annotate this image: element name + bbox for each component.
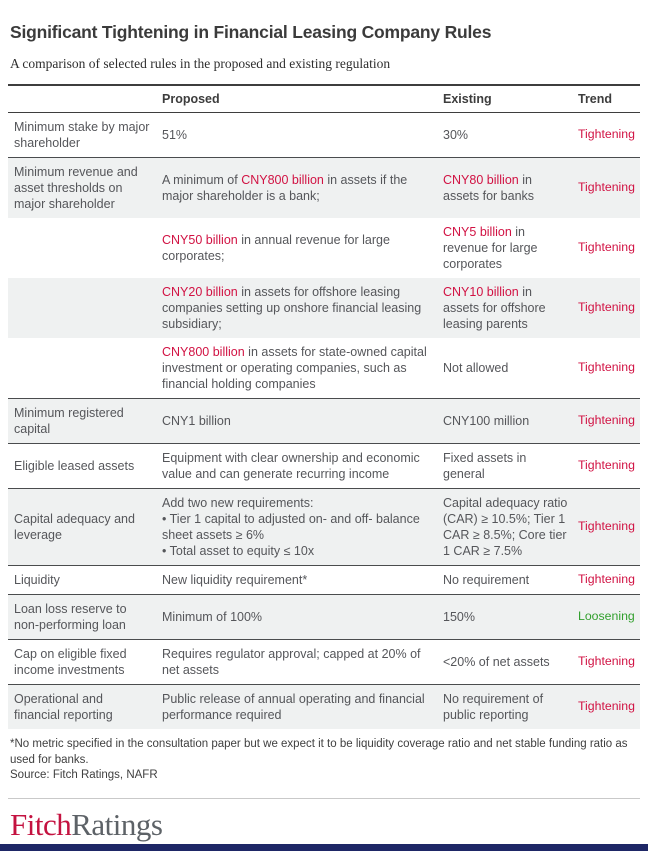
cell-text: • Total asset to equity ≤ 10x <box>162 544 315 558</box>
cell-paragraph <box>443 495 568 559</box>
table-row <box>8 639 640 684</box>
rule-label-cell: Minimum stake by major shareholder <box>14 120 150 150</box>
cell-text: Fixed assets in general <box>443 451 527 481</box>
cell-text: Minimum of 100% <box>162 610 263 624</box>
rule-label-cell: Minimum registered capital <box>14 406 124 436</box>
logo-ratings-text: Ratings <box>71 806 163 842</box>
cell-text: Public release of annual operating and financial performance required <box>162 692 425 722</box>
trend-cell: Tightening <box>578 572 635 587</box>
table-row <box>8 443 640 488</box>
cell-text: • Tier 1 capital to adjusted on- and off- balance sheet assets ≥ 6% <box>162 512 420 542</box>
cell-paragraph <box>443 284 568 332</box>
trend-cell: Tightening <box>578 519 635 534</box>
highlighted-value: CNY50 billion <box>162 233 238 247</box>
footnotes <box>10 737 638 784</box>
highlighted-value: CNY10 billion <box>443 285 519 299</box>
proposed-cell <box>162 172 443 204</box>
table-row <box>8 338 640 398</box>
table-row <box>8 565 640 594</box>
cell-text: Capital adequacy ratio (CAR) ≥ 10.5%; Tier 1 CAR ≥ 8.5%; Core tier 1 CAR ≥ 7.5% <box>443 496 568 558</box>
cell-text: No requirement <box>443 573 530 587</box>
cell-text: in assets for offshore leasing parents <box>443 285 546 331</box>
cell-text: 30% <box>443 128 469 142</box>
rule-label-cell: Liquidity <box>14 573 60 587</box>
cell-text: Not allowed <box>443 361 509 375</box>
cell-text: in revenue for large corporates <box>443 225 538 271</box>
cell-text: New liquidity requirement* <box>162 573 308 587</box>
cell-text: in annual revenue for large corporates; <box>162 233 390 263</box>
fitch-ratings-logo <box>10 807 638 843</box>
highlighted-value: CNY20 billion <box>162 285 238 299</box>
rules-comparison-table <box>8 84 640 729</box>
cell-paragraph <box>162 344 429 392</box>
rule-label-cell: Operational and financial reporting <box>14 692 113 722</box>
cell-text: A minimum of <box>162 173 242 187</box>
table-row <box>8 218 640 278</box>
cell-paragraph <box>162 609 429 625</box>
cell-text: in assets for state-owned capital investment or operating companies, such as financial holding companies <box>162 345 427 391</box>
cell-paragraph <box>162 691 429 723</box>
logo-divider-line <box>8 798 640 799</box>
rule-label-cell: Loan loss reserve to non-performing loan <box>14 602 127 632</box>
cell-paragraph <box>443 572 568 588</box>
table-row <box>8 594 640 639</box>
cell-text: in assets if the major shareholder is a bank; <box>162 173 408 203</box>
rule-label-cell: Cap on eligible fixed income investments <box>14 647 127 677</box>
existing-cell <box>443 284 578 332</box>
existing-cell <box>443 572 578 588</box>
proposed-cell <box>162 344 443 392</box>
table-row <box>8 113 640 157</box>
existing-cell <box>443 172 578 204</box>
cell-text: CNY1 billion <box>162 414 231 428</box>
header-existing: Existing <box>443 92 492 106</box>
rule-label-cell: Capital adequacy and leverage <box>14 512 135 542</box>
cell-paragraph <box>162 511 429 543</box>
cell-text: in assets for banks <box>443 173 535 203</box>
existing-cell <box>443 450 578 482</box>
existing-cell <box>443 495 578 559</box>
proposed-cell <box>162 646 443 678</box>
cell-paragraph <box>162 646 429 678</box>
existing-cell <box>443 691 578 723</box>
proposed-cell <box>162 413 443 429</box>
cell-text: 51% <box>162 128 188 142</box>
trend-cell: Tightening <box>578 458 635 473</box>
existing-cell <box>443 224 578 272</box>
rule-label-cell: Eligible leased assets <box>14 459 135 473</box>
rule-label-cell: Minimum revenue and asset thresholds on major shareholder <box>14 165 138 211</box>
cell-text: <20% of net assets <box>443 655 550 669</box>
highlighted-value: CNY800 billion <box>241 173 324 187</box>
proposed-cell <box>162 495 443 559</box>
proposed-cell <box>162 691 443 723</box>
cell-paragraph <box>162 127 429 143</box>
existing-cell <box>443 413 578 429</box>
cell-text: 150% <box>443 610 475 624</box>
cell-paragraph <box>162 284 429 332</box>
cell-paragraph <box>443 413 568 429</box>
cell-paragraph <box>443 654 568 670</box>
existing-cell <box>443 609 578 625</box>
table-row <box>8 684 640 729</box>
cell-paragraph <box>443 224 568 272</box>
proposed-cell <box>162 450 443 482</box>
trend-cell: Tightening <box>578 413 635 428</box>
trend-cell: Loosening <box>578 609 635 624</box>
highlighted-value: CNY5 billion <box>443 225 512 239</box>
cell-text: CNY100 million <box>443 414 530 428</box>
trend-cell: Tightening <box>578 127 635 142</box>
table-body <box>8 113 640 729</box>
trend-cell: Tightening <box>578 654 635 669</box>
highlighted-value: CNY800 billion <box>162 345 245 359</box>
cell-paragraph <box>443 609 568 625</box>
cell-paragraph <box>162 172 429 204</box>
cell-text: Equipment with clear ownership and economic value and can generate recurring income <box>162 451 420 481</box>
proposed-cell <box>162 127 443 143</box>
cell-paragraph <box>162 232 429 264</box>
table-row <box>8 488 640 565</box>
cell-paragraph <box>443 691 568 723</box>
trend-cell: Tightening <box>578 180 635 195</box>
existing-cell <box>443 654 578 670</box>
cell-text: in assets for offshore leasing companies setting up onshore financial leasing subsidiary; <box>162 285 422 331</box>
page-title: Significant Tightening in Financial Leasing Company Rules <box>10 22 492 42</box>
trend-cell: Tightening <box>578 240 635 255</box>
cell-paragraph <box>162 450 429 482</box>
cell-text: Add two new requirements: <box>162 496 314 510</box>
existing-cell <box>443 127 578 143</box>
table-row <box>8 278 640 338</box>
proposed-cell <box>162 572 443 588</box>
brand-footer-bar <box>0 844 648 851</box>
header-trend: Trend <box>578 92 613 106</box>
cell-text: Requires regulator approval; capped at 20% of net assets <box>162 647 421 677</box>
footnote-asterisk: *No metric specified in the consultation paper but we expect it to be liquidity coverage ratio and net stable funding ratio as used for banks. <box>10 738 628 766</box>
table-header-row <box>8 86 640 113</box>
cell-paragraph <box>443 360 568 376</box>
existing-cell <box>443 360 578 376</box>
table-row <box>8 398 640 443</box>
highlighted-value: CNY80 billion <box>443 173 519 187</box>
table-row <box>8 157 640 218</box>
proposed-cell <box>162 609 443 625</box>
cell-paragraph <box>443 450 568 482</box>
page-subtitle: A comparison of selected rules in the proposed and existing regulation <box>10 56 391 71</box>
trend-cell: Tightening <box>578 300 635 315</box>
cell-paragraph <box>443 127 568 143</box>
cell-paragraph <box>162 413 429 429</box>
cell-paragraph <box>162 495 429 511</box>
trend-cell: Tightening <box>578 699 635 714</box>
cell-paragraph <box>162 572 429 588</box>
cell-paragraph <box>443 172 568 204</box>
header-proposed: Proposed <box>162 92 220 106</box>
footnote-source: Source: Fitch Ratings, NAFR <box>10 769 158 782</box>
trend-cell: Tightening <box>578 360 635 375</box>
proposed-cell <box>162 232 443 264</box>
proposed-cell <box>162 284 443 332</box>
logo-fitch-text: Fitch <box>10 806 72 842</box>
cell-text: No requirement of public reporting <box>443 692 544 722</box>
cell-paragraph <box>162 543 429 559</box>
